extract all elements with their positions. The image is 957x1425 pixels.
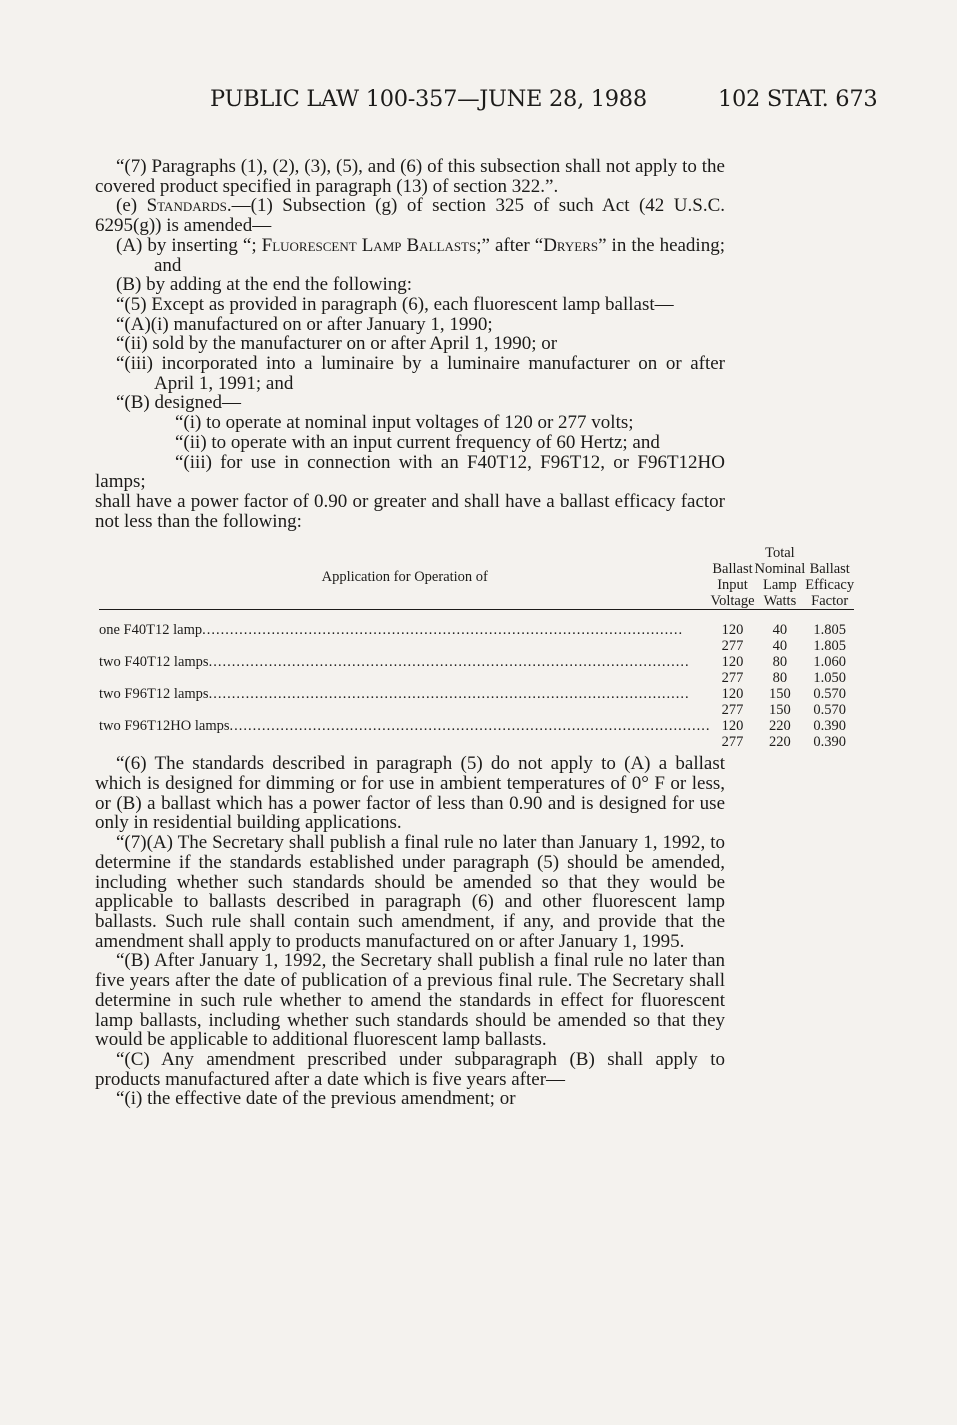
col-header-voltage-line: Input	[717, 577, 748, 594]
col-header-watts	[755, 545, 806, 610]
cell-factor: 1.805	[813, 622, 847, 639]
text-run: (e)	[116, 195, 147, 217]
table-row	[99, 638, 854, 654]
table-rule	[99, 610, 854, 623]
table-row	[99, 686, 854, 702]
paragraph	[95, 236, 725, 275]
leader-dots: ........................................................................................................	[202, 622, 684, 639]
cell-factor: 0.570	[813, 702, 847, 719]
table-row	[99, 654, 854, 670]
ballast-efficacy-table	[99, 545, 854, 750]
paragraph: “(iii) incorporated into a luminaire by a luminaire manufacturer on or after April 1, 1991; and	[116, 353, 725, 394]
cell-application	[99, 686, 711, 702]
cell-factor: 1.060	[813, 654, 847, 671]
table-row	[99, 734, 854, 750]
paragraph: “(i) to operate at nominal input voltages of 120 or 277 volts;	[175, 412, 634, 434]
text-run: ” in the heading; and	[154, 234, 725, 276]
application-label: one F40T12 lamp	[99, 622, 203, 639]
cell-voltage: 120	[721, 622, 744, 639]
cell-voltage: 120	[721, 686, 744, 703]
cell-factor: 1.805	[813, 638, 847, 655]
paragraph: “(6) The standards described in paragraph (5) do not apply to (A) a ballast which is designed for dimming or for use in ambient temperatures of 0° F or less, or (B) a ballast which has a power factor of less than 0.90 and is designed for use only in residential building applications.	[95, 753, 725, 834]
cell-application	[99, 718, 711, 734]
table-row	[99, 718, 854, 734]
text-run: (A) by inserting “;	[116, 234, 262, 256]
cell-watts: 80	[772, 654, 788, 671]
cell-application	[99, 622, 711, 638]
col-header-factor-line: Ballast	[809, 561, 850, 578]
paragraphs-bottom	[95, 754, 725, 1109]
table-row	[99, 670, 854, 686]
col-header-voltage-line: Ballast	[712, 561, 753, 578]
paragraphs-top	[95, 157, 725, 531]
paragraph: “(iii) for use in connection with an F40T12, F96T12, or F96T12HO lamps;	[95, 451, 725, 493]
small-caps-term: Standards	[146, 195, 227, 217]
col-header-factor-line: Factor	[811, 593, 849, 610]
cell-voltage: 277	[721, 734, 744, 751]
running-head-title: PUBLIC LAW 100-357—JUNE 28, 1988	[210, 86, 647, 112]
small-caps-term: Dryers	[543, 234, 599, 256]
paragraph: (B) by adding at the end the following:	[116, 274, 413, 296]
paragraph: “(ii) sold by the manufacturer on or after April 1, 1990; or	[116, 333, 558, 355]
table-body	[99, 622, 854, 750]
cell-watts: 150	[769, 702, 791, 719]
leader-dots: ........................................................................................................	[208, 654, 690, 671]
cell-application	[99, 654, 711, 670]
cell-application	[99, 670, 711, 686]
paragraph: “(7)(A) The Secretary shall publish a final rule no later than January 1, 1992, to determine if the standards established under paragraph (5) should be amended, including whether such standards should be amended so that they would be applicable to ballasts described in paragraph (6) and other fluorescent lamp ballasts. Such rule shall contain such amendment, if any, and provide that the amendment shall apply to products manufactured on or after January 1, 1995.	[95, 832, 725, 952]
cell-factor: 0.390	[813, 734, 847, 751]
leader-dots: ........................................................................................................	[208, 686, 690, 703]
cell-application	[99, 638, 711, 654]
paragraph: “(5) Except as provided in paragraph (6), each fluorescent lamp ballast—	[116, 293, 674, 315]
table-row	[99, 622, 854, 638]
paragraph: “(C) Any amendment prescribed under subparagraph (B) shall apply to products manufactured after a date which is five years after—	[95, 1048, 725, 1090]
cell-application	[99, 702, 711, 718]
cell-factor: 1.050	[813, 670, 847, 687]
cell-watts: 220	[769, 718, 791, 735]
col-header-watts-line: Nominal	[754, 561, 806, 578]
application-label: two F40T12 lamps	[99, 654, 209, 671]
paragraph: “(B) After January 1, 1992, the Secretary shall publish a final rule no later than five years after the date of publication of a previous final rule. The Secretary shall determine in such rule whether to amend the standards in effect for fluorescent lamp ballasts, including whether such standards should be amended so that they would be applicable to additional fluorescent lamp ballasts.	[95, 950, 725, 1051]
leader-dots: ........................................................................................................	[229, 718, 711, 735]
text-run: .—(1) Subsection (g) of section 325 of such Act (42 U.S.C. 6295(g)) is amended—	[95, 195, 726, 237]
cell-voltage: 277	[721, 638, 744, 655]
col-header-voltage	[711, 545, 755, 610]
cell-watts: 150	[769, 686, 791, 703]
application-label: two F96T12 lamps	[99, 686, 209, 703]
paragraph: “(7) Paragraphs (1), (2), (3), (5), and (6) of this subsection shall not apply to the covered product specified in paragraph (13) of section 322.”.	[95, 156, 725, 197]
col-header-application: Application for Operation of	[321, 569, 488, 586]
cell-application	[99, 734, 711, 750]
paragraph: “(B) designed—	[116, 392, 242, 414]
col-header-watts-line: Lamp Watts	[762, 577, 797, 610]
cell-voltage: 120	[721, 718, 744, 735]
cell-voltage: 120	[721, 654, 744, 671]
col-header-factor	[805, 545, 854, 610]
paragraph: shall have a power factor of 0.90 or greater and shall have a ballast efficacy factor not less than the following:	[95, 490, 725, 532]
statute-page-number: 102 STAT. 673	[718, 86, 878, 112]
cell-watts: 40	[772, 622, 788, 639]
paragraph: “(ii) to operate with an input current frequency of 60 Hertz; and	[175, 431, 660, 453]
cell-voltage: 277	[721, 670, 744, 687]
table-header-row	[99, 545, 854, 610]
body-text	[95, 156, 855, 1110]
paragraph: “(i) the effective date of the previous amendment; or	[116, 1088, 516, 1110]
cell-watts: 220	[769, 734, 791, 751]
small-caps-term: Fluorescent Lamp Ballasts	[261, 234, 477, 256]
paragraph	[95, 196, 725, 235]
cell-factor: 0.570	[813, 686, 847, 703]
application-label: two F96T12HO lamps	[99, 718, 230, 735]
cell-factor: 0.390	[813, 718, 847, 735]
col-header-factor-line: Efficacy	[805, 577, 855, 594]
cell-voltage: 277	[721, 702, 744, 719]
table-row	[99, 702, 854, 718]
col-header-watts-line: Total	[765, 545, 795, 562]
col-header-voltage-line: Voltage	[710, 593, 755, 610]
paragraph: “(A)(i) manufactured on or after January 1, 1990;	[116, 313, 493, 335]
cell-watts: 40	[772, 638, 788, 655]
text-run: ;” after “	[476, 234, 544, 256]
cell-watts: 80	[772, 670, 788, 687]
